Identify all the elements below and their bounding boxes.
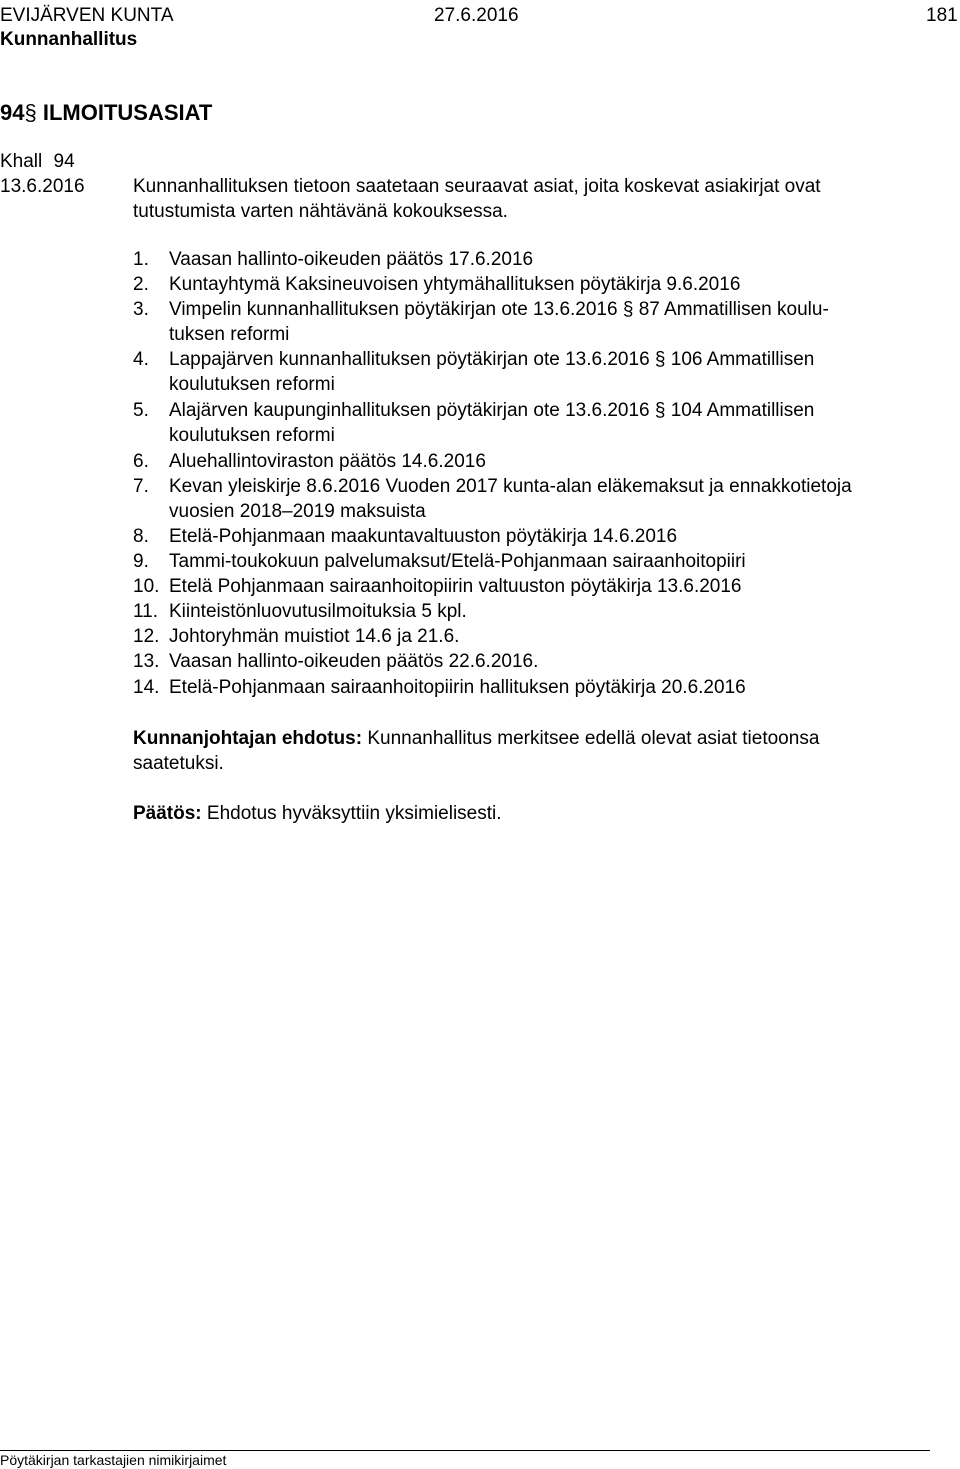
signature-line: [0, 1450, 930, 1451]
list-item-text: Vimpelin kunnanhallituksen pöytäkirjan ote 13.6.2016 § 87 Ammatillisen koulu-: [169, 299, 829, 320]
reference-number: 94: [53, 151, 75, 172]
list-item-number: 1.: [133, 249, 149, 270]
list-item-text-continued: koulutuksen reformi: [169, 425, 335, 446]
intro-line-2: tutustumista varten nähtävänä kokouksessa.: [133, 201, 508, 222]
page-number: 181: [926, 5, 958, 26]
decision-label: Päätös:: [133, 803, 202, 824]
section-heading: [0, 99, 212, 127]
decision-line: [133, 801, 502, 827]
list-item-text: Vaasan hallinto-oikeuden päätös 22.6.2016.: [169, 651, 539, 672]
paragraph-sign: §: [24, 100, 37, 125]
section-number: 94: [0, 100, 25, 125]
list-item-text: Kiinteistönluovutusilmoituksia 5 kpl.: [169, 601, 467, 622]
list-item-text: Etelä Pohjanmaan sairaanhoitopiirin valtuuston pöytäkirja 13.6.2016: [169, 576, 742, 597]
list-item-number: 12.: [133, 626, 160, 647]
list-item-text: Kuntayhtymä Kaksineuvoisen yhtymähallituksen pöytäkirja 9.6.2016: [169, 274, 741, 295]
list-item-text-continued: vuosien 2018–2019 maksuista: [169, 501, 426, 522]
list-item-number: 4.: [133, 349, 149, 370]
municipality-name: EVIJÄRVEN KUNTA: [0, 5, 174, 26]
list-item-number: 8.: [133, 526, 149, 547]
body-name: Kunnanhallitus: [0, 29, 138, 50]
list-item-number: 14.: [133, 677, 160, 698]
list-item-number: 2.: [133, 274, 149, 295]
list-item-text: Johtoryhmän muistiot 14.6 ja 21.6.: [169, 626, 460, 647]
list-item-text: Vaasan hallinto-oikeuden päätös 17.6.2016: [169, 249, 534, 270]
list-item-text: Aluehallintoviraston päätös 14.6.2016: [169, 451, 486, 472]
list-item-text: Alajärven kaupunginhallituksen pöytäkirjan ote 13.6.2016 § 104 Ammatillisen: [169, 400, 815, 421]
list-item-text: Lappajärven kunnanhallituksen pöytäkirjan ote 13.6.2016 § 106 Ammatillisen: [169, 349, 815, 370]
list-item-number: 9.: [133, 551, 149, 572]
proposal-label: Kunnanjohtajan ehdotus:: [133, 728, 363, 749]
proposal-text: Kunnanhallitus merkitsee edellä olevat asiat tietoonsa: [367, 728, 820, 749]
decision-text: Ehdotus hyväksyttiin yksimielisesti.: [206, 803, 502, 824]
list-item-number: 10.: [133, 576, 160, 597]
reference-label: Khall: [0, 151, 43, 172]
list-item-number: 7.: [133, 476, 149, 497]
section-title: ILMOITUSASIAT: [42, 100, 213, 125]
list-item-number: 3.: [133, 299, 149, 320]
list-item-number: 6.: [133, 451, 149, 472]
list-item-text: Tammi-toukokuun palvelumaksut/Etelä-Pohjanmaan sairaanhoitopiiri: [169, 551, 746, 572]
list-item-text: Etelä-Pohjanmaan maakuntavaltuuston pöytäkirja 14.6.2016: [169, 526, 678, 547]
list-item-text-continued: tuksen reformi: [169, 324, 290, 345]
list-item-text: Etelä-Pohjanmaan sairaanhoitopiirin hallituksen pöytäkirja 20.6.2016: [169, 677, 746, 698]
reference-date: 13.6.2016: [0, 176, 85, 197]
meeting-date: 27.6.2016: [434, 5, 519, 26]
list-item-number: 11.: [133, 601, 159, 622]
list-item-text-continued: koulutuksen reformi: [169, 374, 335, 395]
signature-caption: Pöytäkirjan tarkastajien nimikirjaimet: [0, 1452, 227, 1468]
reference-line: [0, 149, 75, 175]
list-item-number: 5.: [133, 400, 149, 421]
proposal-line-1: [133, 726, 819, 752]
list-item-number: 13.: [133, 651, 160, 672]
intro-line-1: Kunnanhallituksen tietoon saatetaan seuraavat asiat, joita koskevat asiakirjat ovat: [133, 176, 821, 197]
list-item-text: Kevan yleiskirje 8.6.2016 Vuoden 2017 kunta-alan eläkemaksut ja ennakkotietoja: [169, 476, 852, 497]
proposal-line-2: saatetuksi.: [133, 753, 224, 774]
